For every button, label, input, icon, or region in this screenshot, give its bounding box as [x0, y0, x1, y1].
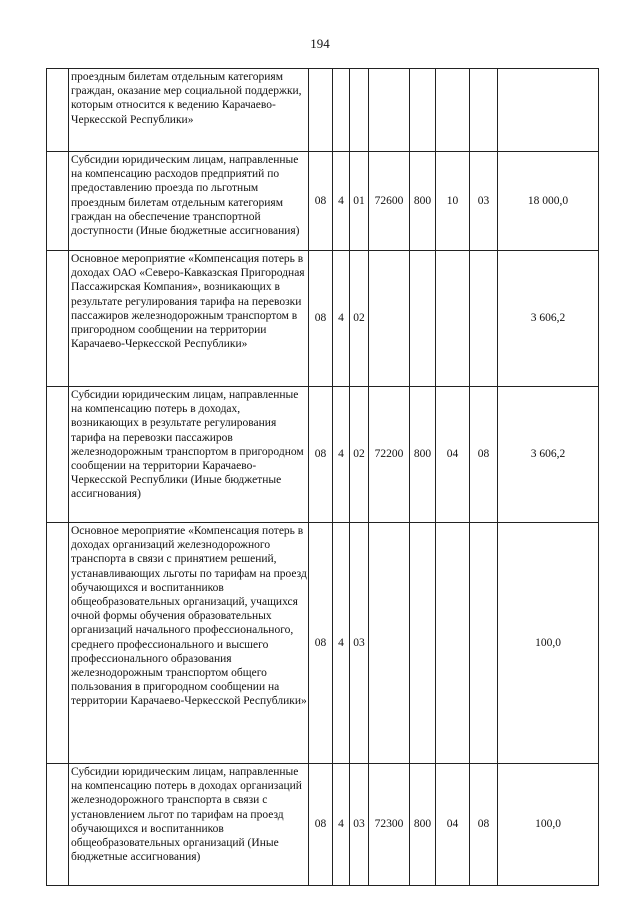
row-code-c1 [309, 69, 333, 152]
row-description: Субсидии юридическим лицам, направленные на компенсацию потерь в доходах, возникающих в результате регулирования тарифа на перевозки пассажиров железнодорожным транспортом в пригородном сообщении на территории Карачаево-Черкесской Республики (Иные бюджетные ассигнования) [69, 387, 309, 523]
row-code-c1: 08 [309, 387, 333, 523]
row-code-c2: 4 [333, 523, 350, 764]
row-code-c1: 08 [309, 152, 333, 251]
row-code-c1: 08 [309, 764, 333, 886]
row-code-c6: 10 [436, 152, 470, 251]
row-description: Субсидии юридическим лицам, направленные на компенсацию расходов предприятий по предоставлению проезда по льготным проездным билетам отдельным категориям граждан на обеспечение транспортной доступности (Иные бюджетные ассигнования) [69, 152, 309, 251]
row-number-cell [47, 387, 69, 523]
row-code-c5: 800 [410, 764, 436, 886]
row-code-c3 [350, 69, 369, 152]
row-code-c2: 4 [333, 251, 350, 387]
row-code-c3: 03 [350, 764, 369, 886]
table-row [47, 152, 599, 251]
table-row [47, 387, 599, 523]
row-code-c4: 72600 [369, 152, 410, 251]
row-code-c4: 72300 [369, 764, 410, 886]
row-code-c6: 04 [436, 387, 470, 523]
row-code-c5 [410, 523, 436, 764]
row-code-c1: 08 [309, 523, 333, 764]
row-code-c2 [333, 69, 350, 152]
row-number-cell [47, 764, 69, 886]
row-code-c4: 72200 [369, 387, 410, 523]
row-amount: 3 606,2 [498, 251, 599, 387]
table-row [47, 523, 599, 764]
row-number-cell [47, 152, 69, 251]
row-code-c6: 04 [436, 764, 470, 886]
page-number: 194 [310, 36, 330, 51]
row-code-c1: 08 [309, 251, 333, 387]
row-code-c5 [410, 69, 436, 152]
row-number-cell [47, 251, 69, 387]
row-code-c4 [369, 251, 410, 387]
row-description: Основное мероприятие «Компенсация потерь в доходах организаций железнодорожного транспорта в связи с принятием решений, устанавливающих льготы по тарифам на проезд обучающихся и воспитанников общеобразовательных организаций, учащихся очной формы обучения образовательных организаций начального профессионального, среднего профессионального и высшего профессионального образования железнодорожным транспортом общего пользования в пригородном сообщении на территории Карачаево-Черкесской Республики» [69, 523, 309, 764]
row-description: проездным билетам отдельным категориям граждан, оказание мер социальной поддержки, которым относится к ведению Карачаево-Черкесской Республики» [69, 69, 309, 152]
row-code-c2: 4 [333, 387, 350, 523]
row-amount: 3 606,2 [498, 387, 599, 523]
row-amount: 100,0 [498, 523, 599, 764]
row-code-c3: 02 [350, 387, 369, 523]
row-number-cell [47, 523, 69, 764]
row-code-c5: 800 [410, 152, 436, 251]
row-code-c4 [369, 69, 410, 152]
row-code-c5 [410, 251, 436, 387]
budget-table [46, 68, 599, 886]
row-code-c2: 4 [333, 764, 350, 886]
row-code-c7: 08 [470, 387, 498, 523]
row-code-c7: 08 [470, 764, 498, 886]
row-code-c6 [436, 251, 470, 387]
row-code-c7 [470, 69, 498, 152]
row-code-c6 [436, 69, 470, 152]
row-code-c7 [470, 523, 498, 764]
row-description: Субсидии юридическим лицам, направленные на компенсацию потерь в доходах организаций железнодорожного транспорта в связи с установлением льгот по тарифам на проезд обучающихся и воспитанников общеобразовательных организаций (Иные бюджетные ассигнования) [69, 764, 309, 886]
row-code-c3: 03 [350, 523, 369, 764]
row-description: Основное мероприятие «Компенсация потерь в доходах ОАО «Северо-Кавказская Пригородная Пассажирская Компания», возникающих в результате регулирования тарифа на перевозки пассажиров железнодорожным транспортом в пригородном сообщении на территории Карачаево-Черкесской Республики» [69, 251, 309, 387]
row-amount [498, 69, 599, 152]
row-amount: 18 000,0 [498, 152, 599, 251]
row-code-c3: 01 [350, 152, 369, 251]
row-code-c7: 03 [470, 152, 498, 251]
row-code-c3: 02 [350, 251, 369, 387]
row-number-cell [47, 69, 69, 152]
row-code-c7 [470, 251, 498, 387]
row-code-c5: 800 [410, 387, 436, 523]
row-amount: 100,0 [498, 764, 599, 886]
row-code-c4 [369, 523, 410, 764]
row-code-c6 [436, 523, 470, 764]
row-code-c2: 4 [333, 152, 350, 251]
table-row [47, 764, 599, 886]
table-row [47, 251, 599, 387]
table-row [47, 69, 599, 152]
